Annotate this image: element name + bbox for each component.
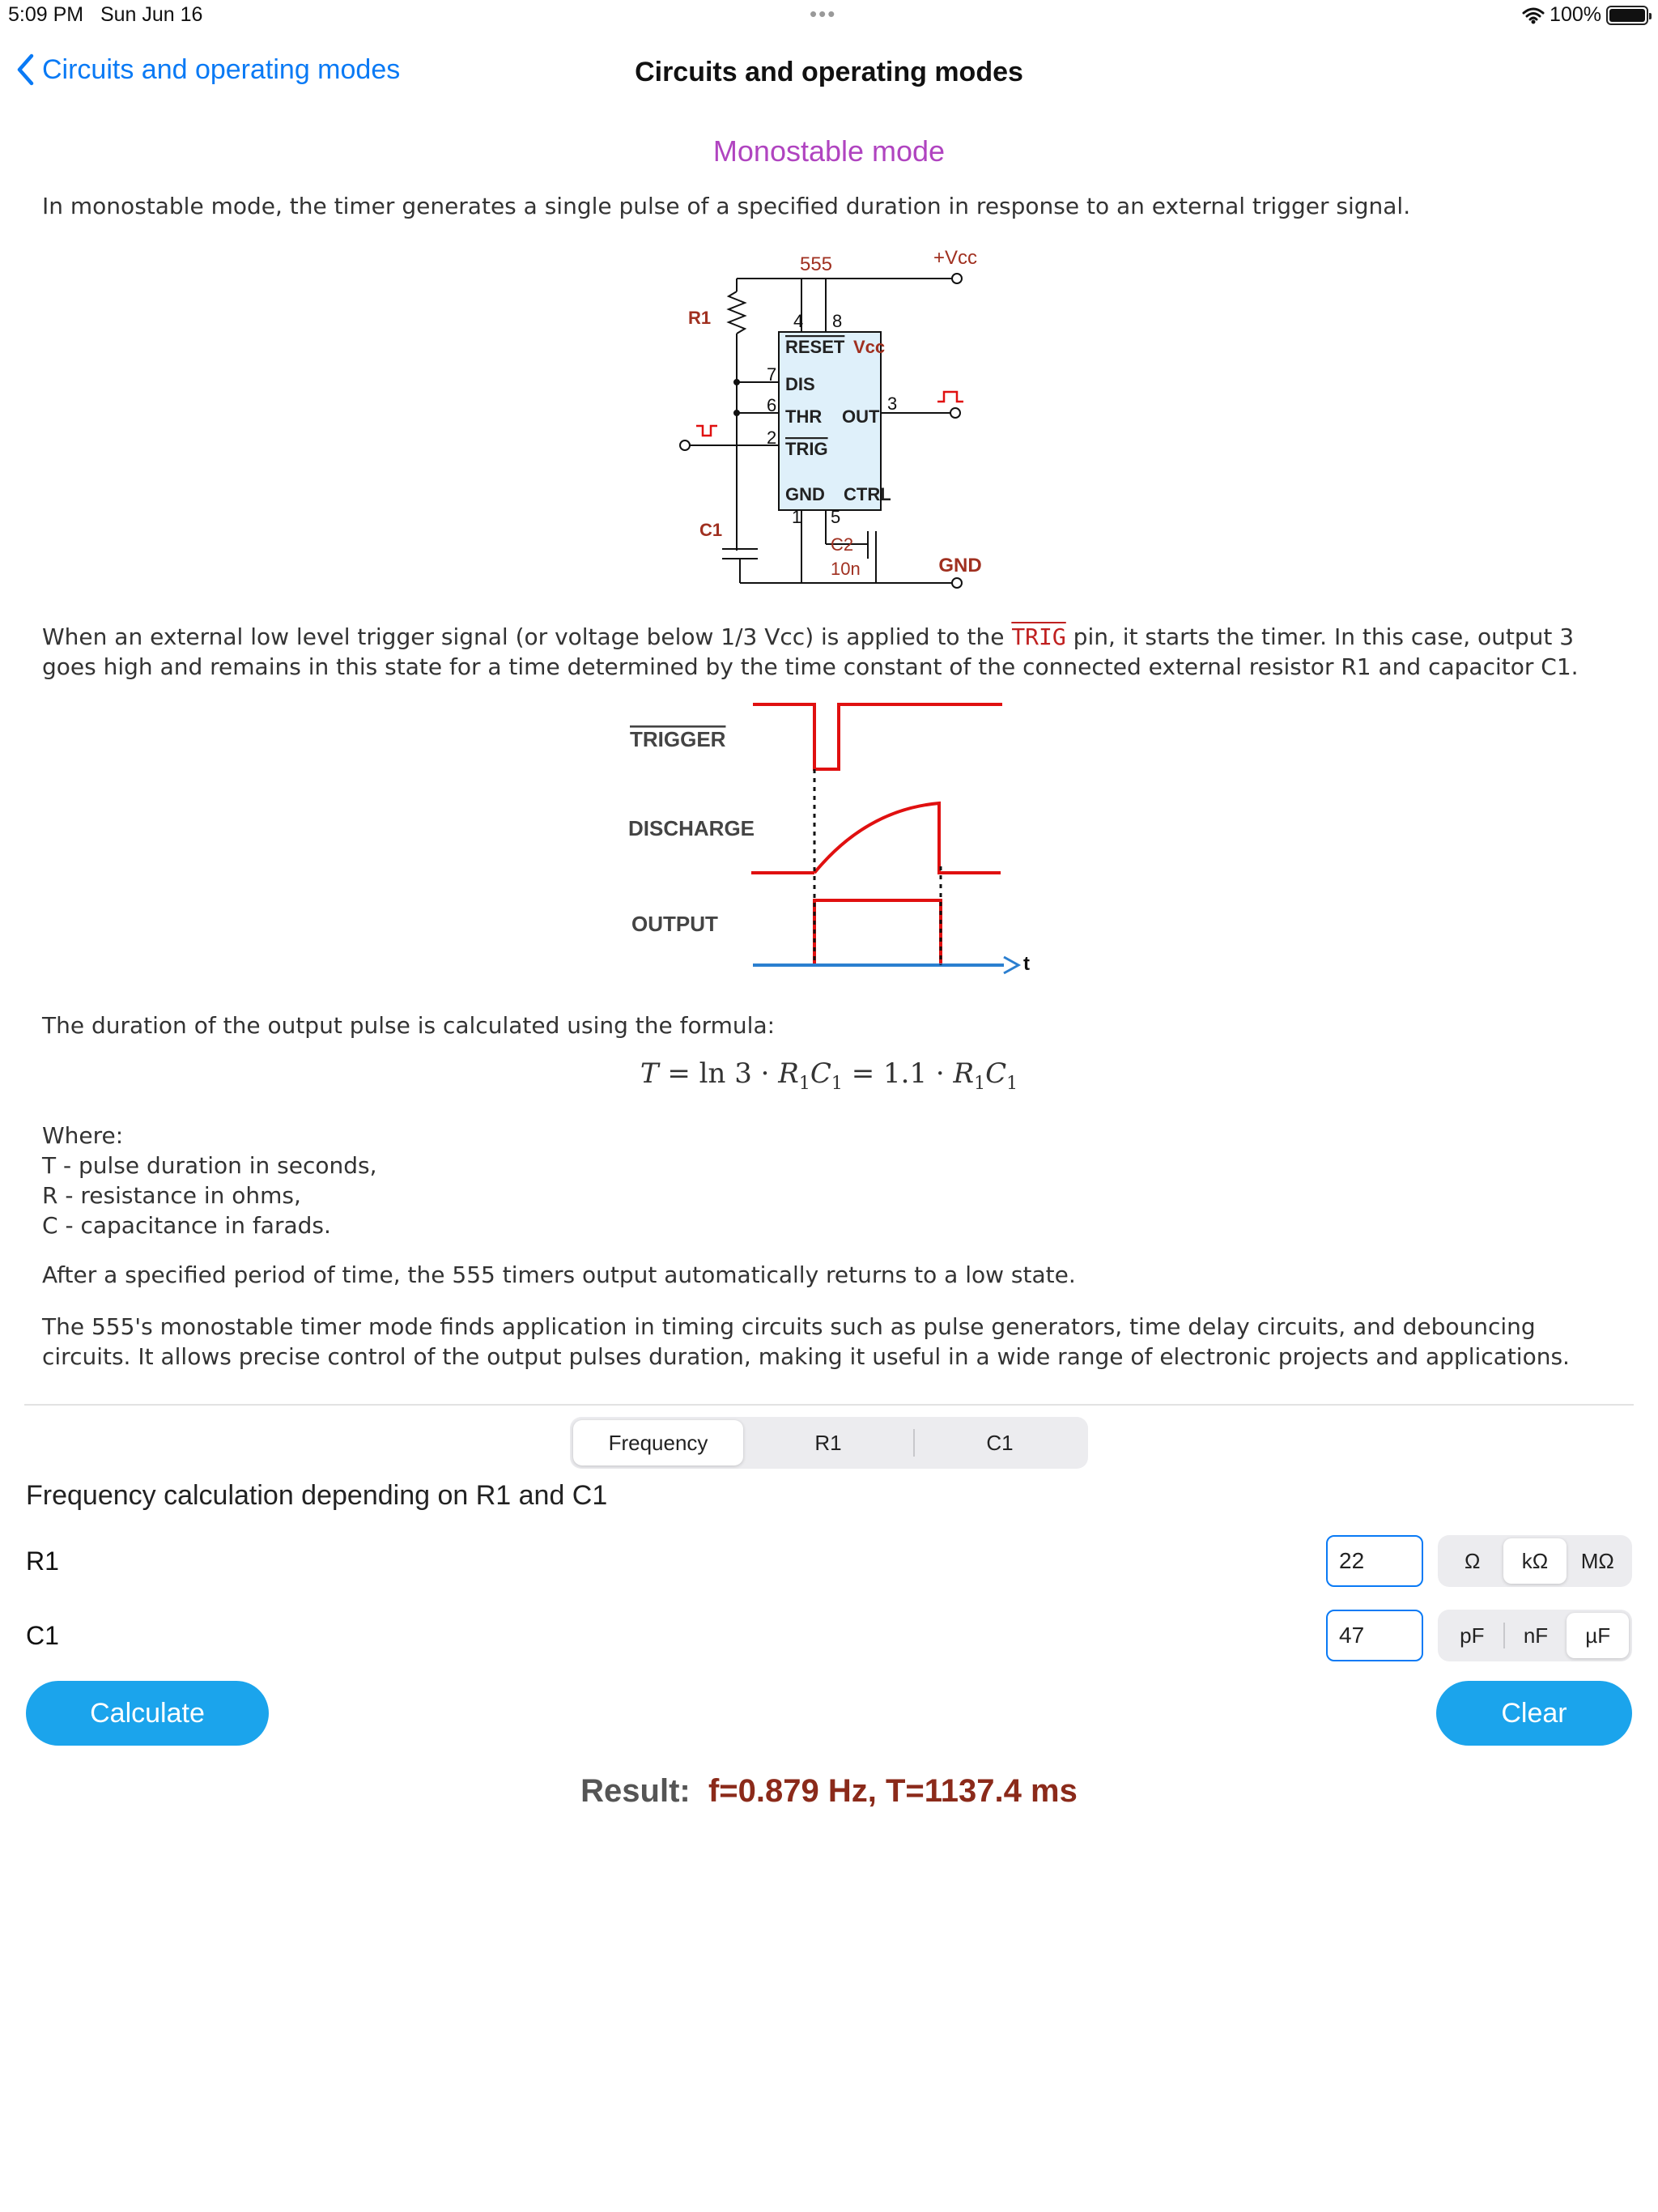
c1-label: C1 [699, 520, 723, 540]
formula-k: 1.1 [883, 1057, 928, 1090]
pulse-formula [0, 1057, 1658, 1094]
trigger-description [42, 622, 1629, 682]
where-block [42, 1121, 1629, 1240]
pin-4-label: 4 [793, 311, 804, 331]
formula-dot1: · [751, 1057, 779, 1090]
intro-text: In monostable mode, the timer generates a single pulse of a specified duration in response to an external trigger signal. [42, 193, 1411, 219]
gnd-pin-label: GND [785, 484, 825, 504]
r1-label: R1 [688, 308, 712, 328]
chip-label: 555 [799, 253, 833, 275]
formula-c2: C [985, 1057, 1007, 1090]
r1-unit-ohm[interactable]: Ω [1464, 1548, 1481, 1573]
calculate-button[interactable]: Calculate [26, 1681, 269, 1746]
c1-value-input[interactable] [1326, 1610, 1423, 1661]
thr-pin-label: THR [785, 406, 823, 427]
wifi-icon [1522, 6, 1545, 24]
where-title: Where: [42, 1122, 124, 1149]
formula-intro: The duration of the output pulse is calculated using the formula: [42, 1012, 776, 1039]
tab-frequency[interactable]: Frequency [573, 1420, 743, 1465]
section-title: Monostable mode [712, 134, 946, 168]
timing-discharge-label: DISCHARGE [628, 816, 755, 840]
status-time: 5:09 PM Sun Jun 16 [8, 3, 203, 26]
pin-1-label: 1 [792, 507, 802, 527]
formula-sub3: 1 [974, 1073, 986, 1094]
back-button-label: Circuits and operating modes [42, 53, 401, 85]
r1-value-input[interactable] [1326, 1535, 1423, 1587]
r1-row-label: R1 [26, 1546, 59, 1576]
formula-t: T [640, 1057, 659, 1090]
application-text: The 555's monostable timer mode finds application in timing circuits such as pulse generators, time delay circuits, and debouncing circuits. It allows precise control of the output pulses duration, making it useful in a wide range of electronic projects and applications. [42, 1313, 1570, 1370]
pin-8-label: 8 [832, 311, 843, 331]
formula-sub1: 1 [798, 1073, 810, 1094]
formula-sub2: 1 [831, 1073, 843, 1094]
status-right [1522, 3, 1648, 27]
formula-sub4: 1 [1006, 1073, 1018, 1094]
gnd-label: GND [938, 555, 982, 576]
tab-c1[interactable]: C1 [986, 1430, 1014, 1455]
timing-trigger-label: TRIGGER [630, 727, 726, 751]
trigger-description-end: pin, it starts the timer. In this case, output 3 goes high and remains in this state for a time determined by the time constant of the connected external resistor R1 and capacitor C1. [42, 623, 1579, 680]
calc-heading: Frequency calculation depending on R1 and C1 [26, 1480, 608, 1511]
formula-r1: R [778, 1057, 799, 1090]
trig-pin-code: TRIG [1011, 623, 1066, 650]
after-text: After a specified period of time, the 555 timers output automatically returns to a low state. [42, 1261, 1076, 1288]
page-title: Circuits and operating modes [635, 57, 1023, 87]
divider [24, 1404, 1634, 1406]
pin-7-label: 7 [767, 364, 777, 385]
timing-output-label: OUTPUT [631, 912, 718, 936]
formula-eq1: = [658, 1057, 699, 1090]
pin-6-label: 6 [767, 395, 777, 415]
where-line: T - pulse duration in seconds, [42, 1152, 377, 1179]
c1-unit-selector [1438, 1610, 1632, 1661]
timing-t-label: t [1023, 953, 1030, 975]
pin-2-label: 2 [767, 428, 777, 448]
reset-pin-label: RESET [785, 337, 845, 357]
r1-unit-kohm[interactable]: kΩ [1503, 1538, 1566, 1584]
result-label: Result: [580, 1773, 691, 1809]
dis-pin-label: DIS [785, 374, 815, 394]
result-value: f=0.879 Hz, T=1137.4 ms [708, 1773, 1078, 1809]
c1-unit-uf[interactable]: µF [1567, 1613, 1629, 1658]
out-pin-label: OUT [842, 406, 880, 427]
result [0, 1773, 1658, 1810]
where-line: R - resistance in ohms, [42, 1182, 301, 1209]
pin-5-label: 5 [831, 507, 841, 527]
formula-ln: ln 3 [699, 1057, 752, 1090]
timing-diagram [623, 696, 1061, 988]
c1-unit-pf[interactable]: pF [1460, 1623, 1485, 1648]
trig-pin-label: TRIG [785, 439, 828, 459]
clear-button[interactable]: Clear [1436, 1681, 1632, 1746]
formula-eq2: = [842, 1057, 884, 1090]
vcc-pin-label: Vcc [853, 337, 886, 357]
battery-icon [1606, 6, 1648, 25]
r1-unit-mohm[interactable]: MΩ [1580, 1548, 1614, 1573]
trigger-description-start: When an external low level trigger signal (or voltage below 1/3 Vcc) is applied to the [42, 623, 1012, 650]
c2-value-label: 10n [831, 559, 861, 579]
c1-row-label: C1 [26, 1621, 59, 1650]
r1-unit-selector [1438, 1535, 1632, 1587]
mode-tabs [570, 1417, 1088, 1469]
formula-c1: C [810, 1057, 831, 1090]
formula-r2: R [953, 1057, 975, 1090]
where-line: C - capacitance in farads. [42, 1212, 331, 1239]
pin-3-label: 3 [887, 393, 898, 414]
monostable-schematic [664, 243, 1004, 599]
c2-label: C2 [831, 534, 854, 555]
c1-unit-nf[interactable]: nF [1523, 1623, 1549, 1648]
battery-percent: 100% [1550, 3, 1601, 26]
tab-r1[interactable]: R1 [814, 1430, 842, 1455]
formula-dot2: · [927, 1057, 954, 1090]
ctrl-pin-label: CTRL [844, 484, 891, 504]
multitask-dots[interactable]: ••• [810, 2, 837, 26]
vcc-label: +Vcc [933, 247, 978, 269]
